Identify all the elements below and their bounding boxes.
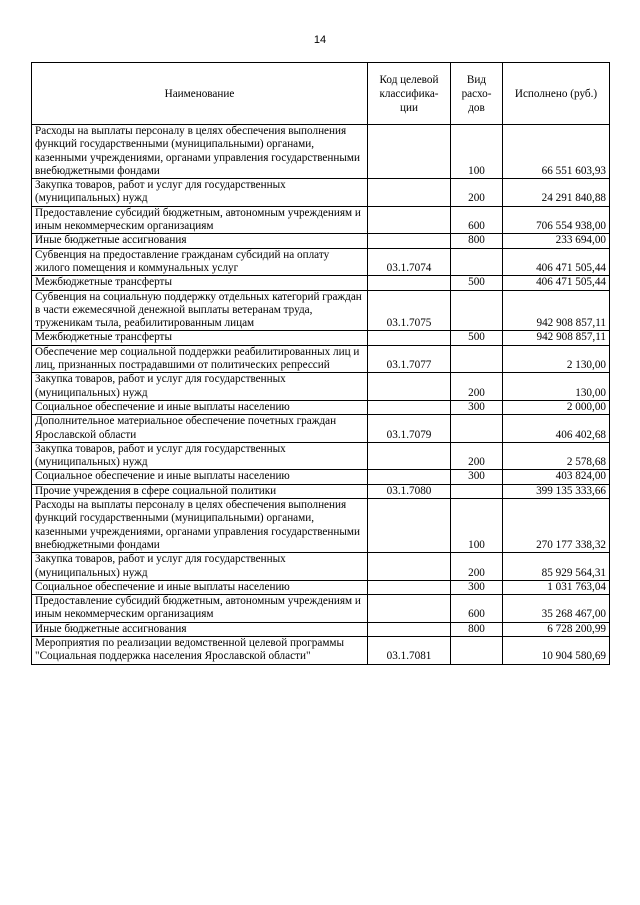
cell-code [368, 553, 451, 581]
cell-sum: 85 929 564,31 [503, 553, 610, 581]
cell-sum: 2 578,68 [503, 442, 610, 470]
cell-sum: 406 471 505,44 [503, 276, 610, 290]
table-row [32, 470, 610, 484]
table-row [32, 636, 610, 664]
cell-sum: 10 904 580,69 [503, 636, 610, 664]
cell-type: 100 [451, 499, 503, 553]
cell-sum: 270 177 338,32 [503, 499, 610, 553]
cell-code: 03.1.7080 [368, 484, 451, 498]
cell-sum: 233 694,00 [503, 234, 610, 248]
cell-code: 03.1.7075 [368, 290, 451, 331]
cell-type: 200 [451, 553, 503, 581]
cell-name: Иные бюджетные ассигнования [32, 622, 368, 636]
budget-execution-table [31, 62, 610, 665]
table-row [32, 373, 610, 401]
cell-name: Межбюджетные трансферты [32, 276, 368, 290]
table-row [32, 276, 610, 290]
cell-type: 300 [451, 470, 503, 484]
table-row [32, 442, 610, 470]
cell-sum: 6 728 200,99 [503, 622, 610, 636]
cell-sum: 24 291 840,88 [503, 179, 610, 207]
table-row [32, 179, 610, 207]
table-row [32, 206, 610, 234]
cell-code [368, 276, 451, 290]
cell-code [368, 580, 451, 594]
cell-name: Предоставление субсидий бюджетным, автономным учреждениям и иным некоммерческим организациям [32, 206, 368, 234]
cell-code [368, 234, 451, 248]
cell-name: Прочие учреждения в сфере социальной политики [32, 484, 368, 498]
cell-code [368, 400, 451, 414]
cell-type: 500 [451, 276, 503, 290]
cell-type: 600 [451, 206, 503, 234]
cell-sum: 1 031 763,04 [503, 580, 610, 594]
header-type: Вид расхо-дов [451, 63, 503, 125]
cell-type [451, 248, 503, 276]
cell-sum: 399 135 333,66 [503, 484, 610, 498]
table-row [32, 234, 610, 248]
table-row [32, 499, 610, 553]
cell-sum: 403 824,00 [503, 470, 610, 484]
cell-code [368, 622, 451, 636]
header-sum: Исполнено (руб.) [503, 63, 610, 125]
table-row [32, 400, 610, 414]
cell-code [368, 595, 451, 623]
cell-name: Закупка товаров, работ и услуг для государственных (муниципальных) нужд [32, 553, 368, 581]
table-row [32, 331, 610, 345]
cell-type: 800 [451, 234, 503, 248]
cell-code [368, 499, 451, 553]
cell-code [368, 442, 451, 470]
cell-name: Социальное обеспечение и иные выплаты населению [32, 470, 368, 484]
cell-sum: 2 130,00 [503, 345, 610, 373]
cell-type [451, 636, 503, 664]
page-number: 14 [313, 34, 327, 46]
cell-name: Предоставление субсидий бюджетным, автономным учреждениям и иным некоммерческим организациям [32, 595, 368, 623]
cell-name: Дополнительное материальное обеспечение почетных граждан Ярославской области [32, 415, 368, 443]
cell-name: Социальное обеспечение и иные выплаты населению [32, 580, 368, 594]
table-row [32, 622, 610, 636]
cell-code: 03.1.7074 [368, 248, 451, 276]
cell-sum: 406 471 505,44 [503, 248, 610, 276]
cell-type: 300 [451, 580, 503, 594]
table-row [32, 595, 610, 623]
cell-type: 800 [451, 622, 503, 636]
cell-name: Иные бюджетные ассигнования [32, 234, 368, 248]
table-row [32, 580, 610, 594]
cell-sum: 2 000,00 [503, 400, 610, 414]
cell-name: Расходы на выплаты персоналу в целях обеспечения выполнения функций государственными (муниципальными) органами, казенными учреждениями, органами управления государственными внебюджетными фондами [32, 125, 368, 179]
cell-sum: 35 268 467,00 [503, 595, 610, 623]
table-row [32, 125, 610, 179]
cell-code [368, 206, 451, 234]
cell-type: 100 [451, 125, 503, 179]
table-row [32, 415, 610, 443]
cell-name: Субвенция на социальную поддержку отдельных категорий граждан в части ежемесячной денежной выплаты ветеранам труда, труженикам тыла, реабилитированным лицам [32, 290, 368, 331]
cell-code [368, 179, 451, 207]
header-name: Наименование [32, 63, 368, 125]
cell-type [451, 345, 503, 373]
cell-name: Закупка товаров, работ и услуг для государственных (муниципальных) нужд [32, 179, 368, 207]
cell-type: 200 [451, 442, 503, 470]
table-header-row [32, 63, 610, 125]
cell-sum: 130,00 [503, 373, 610, 401]
cell-type: 300 [451, 400, 503, 414]
table-row [32, 290, 610, 331]
cell-type: 200 [451, 373, 503, 401]
cell-code: 03.1.7077 [368, 345, 451, 373]
cell-code: 03.1.7079 [368, 415, 451, 443]
cell-name: Закупка товаров, работ и услуг для государственных (муниципальных) нужд [32, 373, 368, 401]
cell-name: Социальное обеспечение и иные выплаты населению [32, 400, 368, 414]
cell-code [368, 125, 451, 179]
cell-code [368, 470, 451, 484]
cell-name: Субвенция на предоставление гражданам субсидий на оплату жилого помещения и коммунальных услуг [32, 248, 368, 276]
cell-type: 500 [451, 331, 503, 345]
cell-sum: 942 908 857,11 [503, 290, 610, 331]
cell-name: Расходы на выплаты персоналу в целях обеспечения выполнения функций государственными (муниципальными) органами, казенными учреждениями, органами управления государственными внебюджетными фондами [32, 499, 368, 553]
cell-code [368, 331, 451, 345]
cell-name: Обеспечение мер социальной поддержки реабилитированных лиц и лиц, признанных пострадавшими от политических репрессий [32, 345, 368, 373]
header-code: Код целевой классифика-ции [368, 63, 451, 125]
cell-sum: 942 908 857,11 [503, 331, 610, 345]
cell-name: Межбюджетные трансферты [32, 331, 368, 345]
cell-type [451, 415, 503, 443]
table-row [32, 248, 610, 276]
cell-type [451, 484, 503, 498]
cell-name: Мероприятия по реализации ведомственной целевой программы "Социальная поддержка населения Ярославской области" [32, 636, 368, 664]
cell-code: 03.1.7081 [368, 636, 451, 664]
cell-sum: 66 551 603,93 [503, 125, 610, 179]
cell-type: 200 [451, 179, 503, 207]
cell-name: Закупка товаров, работ и услуг для государственных (муниципальных) нужд [32, 442, 368, 470]
table-row [32, 553, 610, 581]
table-row [32, 484, 610, 498]
cell-code [368, 373, 451, 401]
cell-sum: 706 554 938,00 [503, 206, 610, 234]
cell-sum: 406 402,68 [503, 415, 610, 443]
cell-type: 600 [451, 595, 503, 623]
cell-type [451, 290, 503, 331]
table-row [32, 345, 610, 373]
